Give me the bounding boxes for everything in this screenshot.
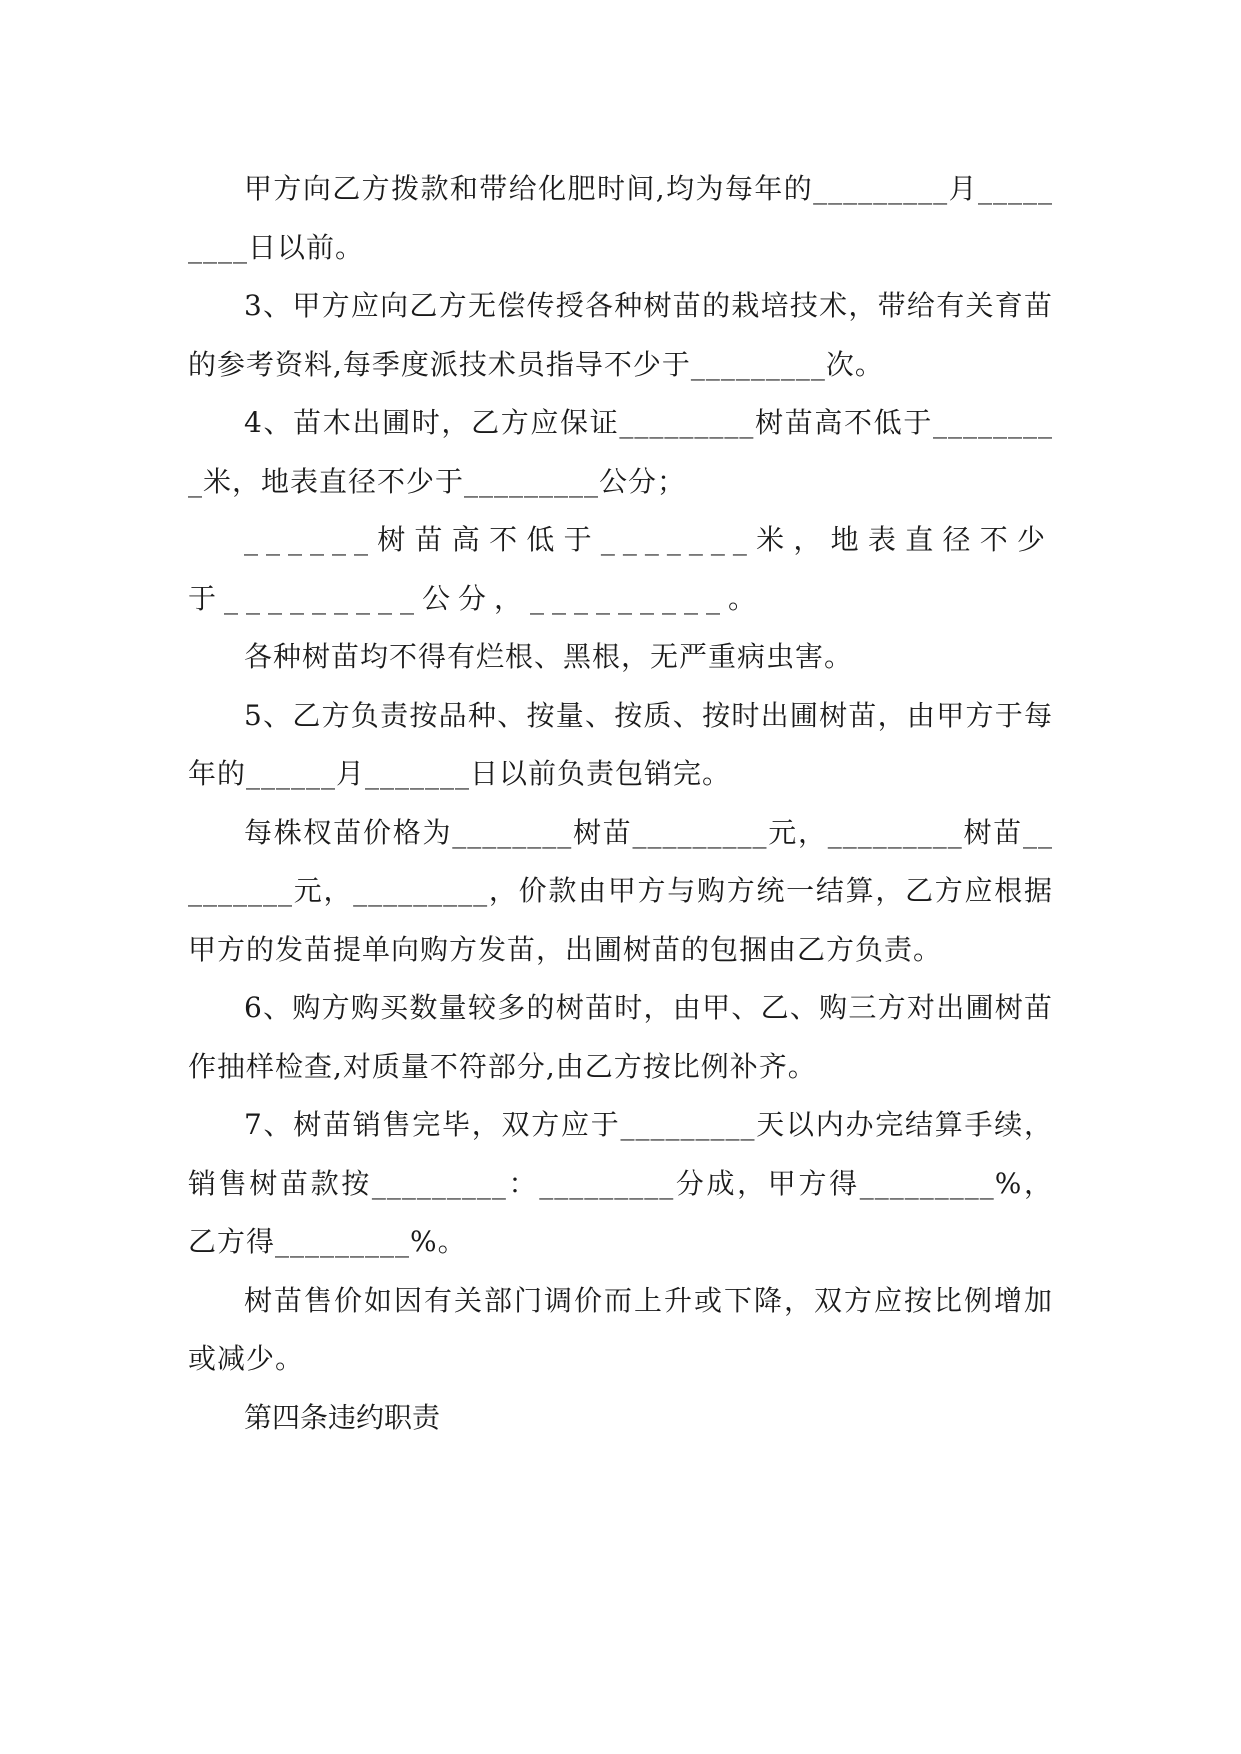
paragraph-clause-5: 5、乙方负责按品种、按量、按质、按时出圃树苗，由甲方于每年的______月_______日以前负责包销完。 (188, 698, 1053, 790)
paragraph-price: 每株杈苗价格为________树苗_________元，_________树苗_________元，_________，价款由甲方与购方统一结算，乙方应根据甲方的发苗提单向购方发苗，出圃树苗的包捆由乙方负责。 (188, 815, 1053, 966)
paragraph-clause-4-continued: ______树苗高不低于_______米，地表直径不少于_________公分，_________。 (188, 523, 1053, 615)
paragraph-clause-4: 4、苗木出圃时，乙方应保证_________树苗高不低于_________米，地表直径不少于_________公分； (188, 406, 1053, 498)
paragraph-clause-7: 7、树苗销售完毕，双方应于_________天以内办完结算手续，销售树苗款按_________：_________分成，甲方得_________%，乙方得_________%。 (188, 1108, 1053, 1258)
document-body (188, 160, 1053, 1447)
paragraph-payment-time: 甲方向乙方拨款和带给化肥时间,均为每年的_________月_________日以前。 (188, 172, 1053, 264)
paragraph-clause-6: 6、购方购买数量较多的树苗时，由甲、乙、购三方对出圃树苗作抽样检查,对质量不符部分,由乙方按比例补齐。 (188, 991, 1053, 1083)
paragraph-pest-requirement: 各种树苗均不得有烂根、黑根，无严重病虫害。 (244, 640, 854, 673)
paragraph-clause-3: 3、甲方应向乙方无偿传授各种树苗的栽培技术，带给有关育苗的参考资料,每季度派技术员指导不少于_________次。 (188, 289, 1053, 381)
paragraph-price-adjustment: 树苗售价如因有关部门调价而上升或下降，双方应按比例增加或减少。 (188, 1283, 1053, 1375)
section-heading-article-4: 第四条违约职责 (244, 1400, 441, 1434)
